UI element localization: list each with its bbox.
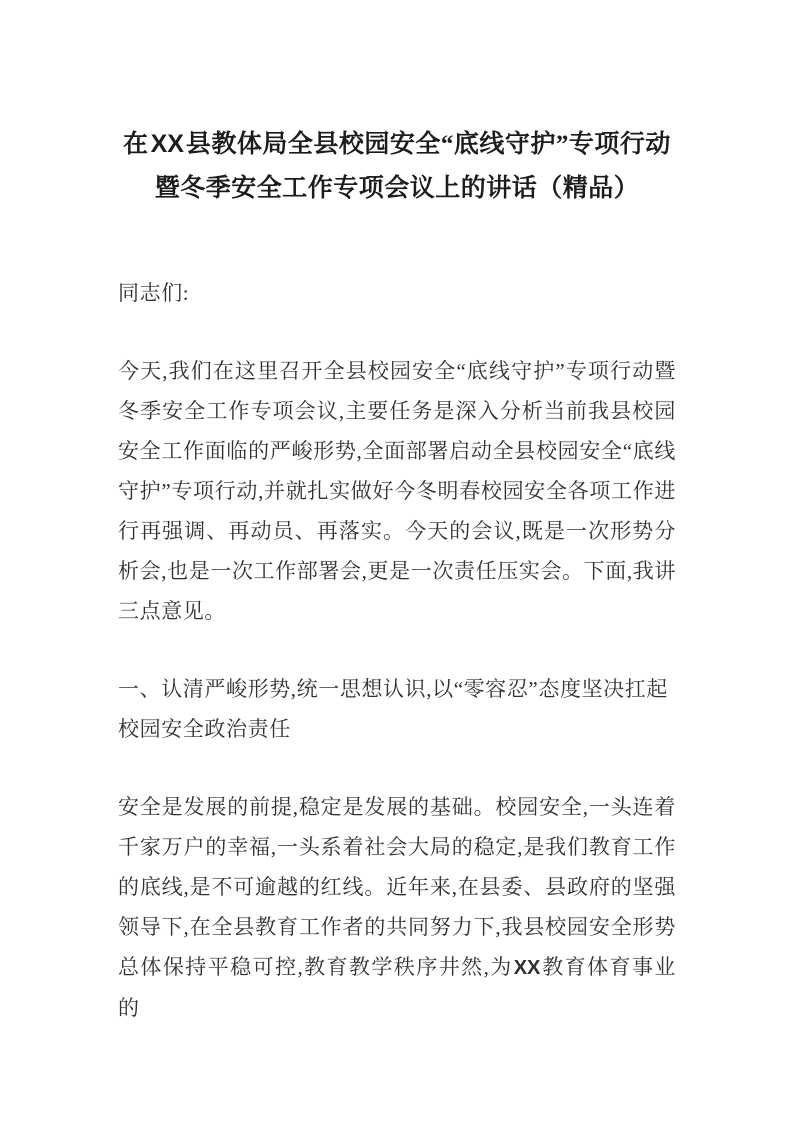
- body-paragraph-one-part2: 教育体育事业的: [118, 955, 676, 1020]
- salutation: 同志们:: [118, 281, 190, 305]
- body-paragraph-one: [118, 787, 676, 1028]
- document-body: [118, 273, 676, 1028]
- title-line-1: [118, 122, 676, 167]
- title-organization-placeholder: XX: [150, 130, 184, 158]
- body-paragraph-one-part1: 安全是发展的前提,稳定是发展的基础。校园安全,一头连着千家万户的幸福,一头系着社会大局的稳定,是我们教育工作的底线,是不可逾越的红线。近年来,在县委、县政府的坚强领导下,在全县教育工作者的共同努力下,我县校园安全形势总体保持平稳可控,教育教学秩序井然,为: [118, 795, 676, 979]
- body-organization-placeholder: XX: [513, 957, 541, 979]
- title-line-1-prefix: 在: [123, 131, 149, 158]
- section-heading-one: 一、认清严峻形势,统一思想认识,以“零容忍”态度坚决扛起校园安全政治责任: [118, 677, 668, 741]
- document-content-column: [118, 0, 676, 1028]
- title-line-2: 暨冬季安全工作专项会议上的讲话（精品）: [154, 175, 640, 202]
- opening-paragraph: 今天,我们在这里召开全县校园安全“底线守护”专项行动暨冬季安全工作专项会议,主要任务是深入分析当前我县校园安全工作面临的严峻形势,全面部署启动全县校园安全“底线守护”专项行动,并就扎实做好今冬明春校园安全各项工作进行再强调、再动员、再落实。今天的会议,既是一次形势分析会,也是一次工作部署会,更是一次责任压实会。下面,我讲三点意见。: [118, 359, 676, 623]
- page-title: [118, 0, 676, 211]
- title-line-1-suffix: 县教体局全县校园安全“底线守护”专项行动: [185, 131, 671, 158]
